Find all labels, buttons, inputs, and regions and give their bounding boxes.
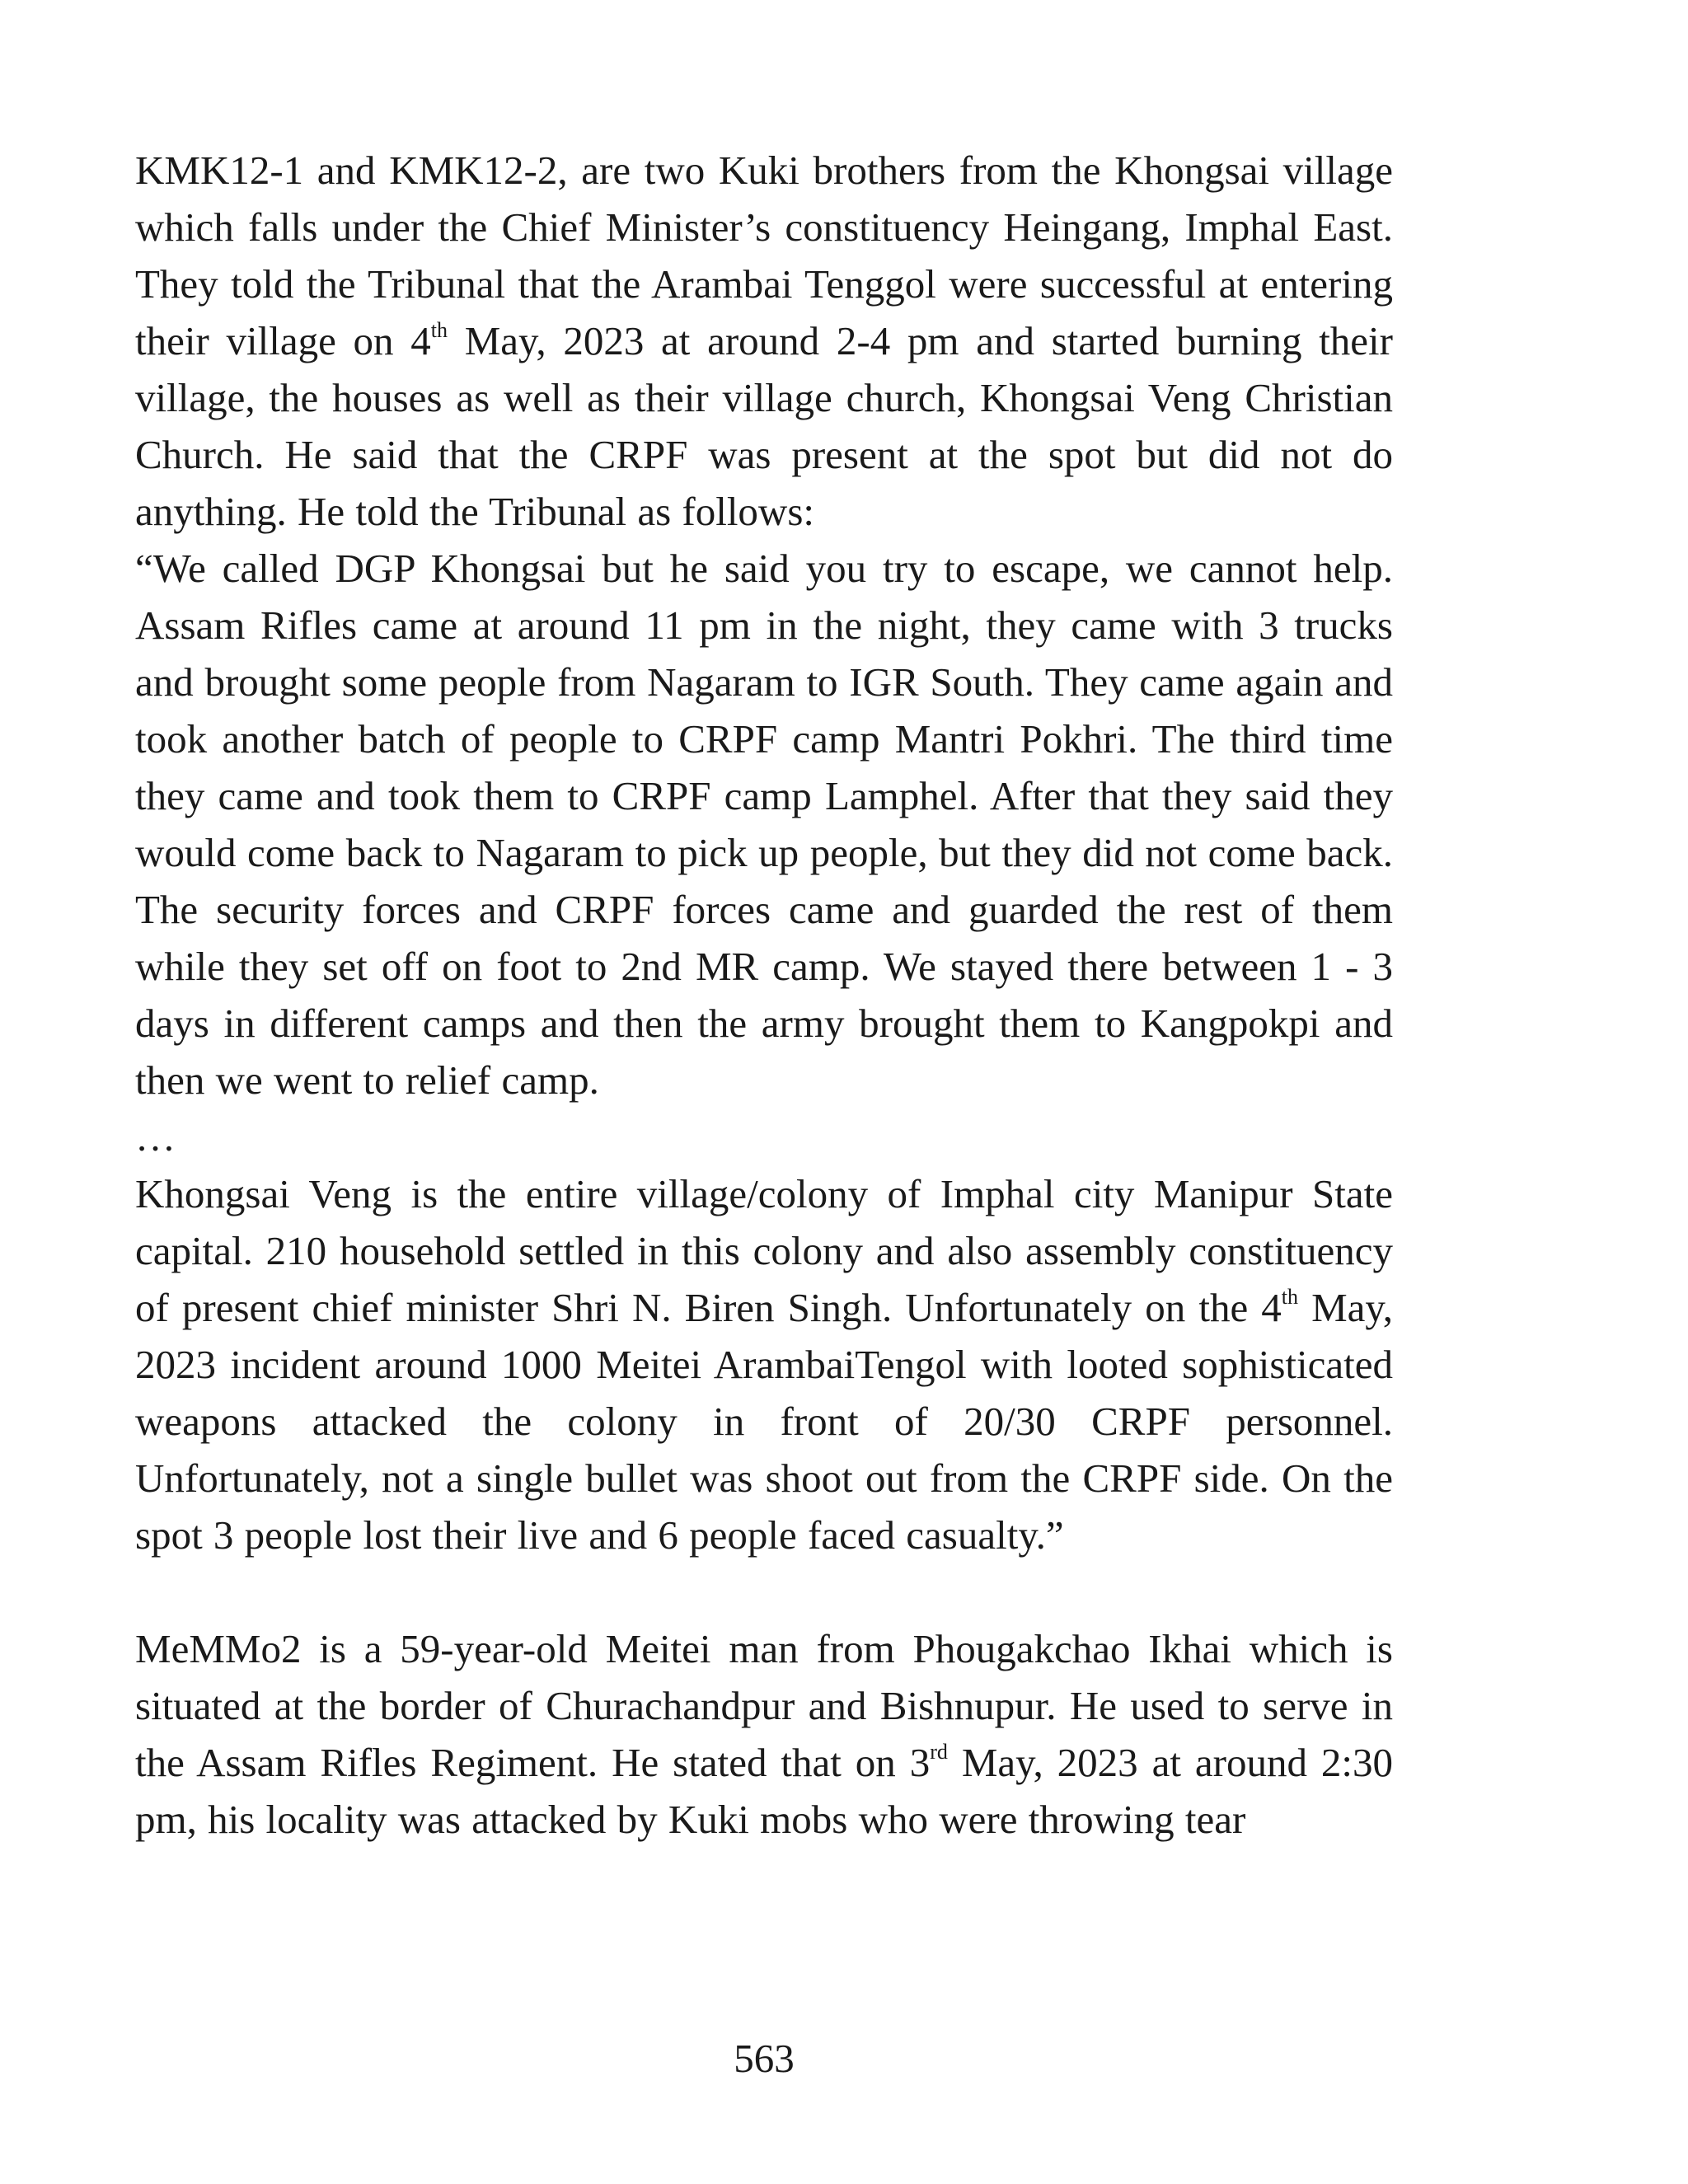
quote-dgp-khongsai: “We called DGP Khongsai but he said you try to escape, we cannot help. Assam Rifles came at around 11 pm in the night, they came with 3 trucks and brought some people from Nagaram to IGR South. They came again and took another batch of people to CRPF camp Mantri Pokhri. The third time they came and took them to CRPF camp Lamphel. After that they said they would come back to Nagaram to pick up people, but they did not come back. The security forces and CRPF forces came and guarded the rest of them while they set off on foot to 2nd MR camp. We stayed there between 1 - 3 days in different camps and then the army brought them to Kangpokpi and then we went to relief camp. (135, 546, 1393, 1103)
paragraph-text: May, 2023 incident around 1000 Meitei ArambaiTengol with looted sophisticated weapons attacked the colony in front of 20/30 CRPF personnel. Unfortunately, not a single bullet was shoot out from the CRPF side. On the spot 3 people lost their live and 6 people faced casualty.” (135, 1285, 1394, 1558)
paragraph-spacer (135, 1563, 1393, 1620)
paragraph-text: MeMMo2 is a 59-year-old Meitei man from Phougakchao Ikhai which is situated at the border of Churachandpur and Bishnupur. He used to serve in the Assam Rifles Regiment. He stated that on 3 (135, 1626, 1393, 1785)
quote-khongsai-veng (135, 1165, 1393, 1563)
page-number: 563 (734, 2036, 795, 2081)
paragraph-text: May, 2023 at around 2:30 pm, his locality was attacked by Kuki mobs who were throwing tear (135, 1740, 1393, 1842)
ellipsis: … (135, 1114, 176, 1160)
paragraph-text: Khongsai Veng is the entire village/colony of Imphal city Manipur State capital. 210 household settled in this colony and also assembly constituency of present chief minister Shri N. Biren Singh. Unfortunately on the 4 (135, 1171, 1393, 1330)
ordinal-suffix: th (1281, 1284, 1299, 1309)
ordinal-suffix: rd (930, 1739, 948, 1764)
paragraph-memmo2-testimony (135, 1620, 1393, 1848)
paragraph-kmk12-testimony (135, 142, 1393, 540)
paragraph-text: May, 2023 at around 2-4 pm and started burning their village, the houses as well as their village church, Khongsai Veng Christian Church. He said that the CRPF was present at the spot but did not do anything. He told the Tribunal as follows: (135, 318, 1393, 534)
paragraph-text: KMK12-1 and KMK12-2, are two Kuki brothers from the Khongsai village which falls under the Chief Minister’s constituency Heingang, Imphal East. They told the Tribunal that the Arambai Tenggol were successful at entering their village on 4 (135, 148, 1393, 363)
page-body (135, 142, 1393, 1848)
ordinal-suffix: th (430, 317, 448, 342)
